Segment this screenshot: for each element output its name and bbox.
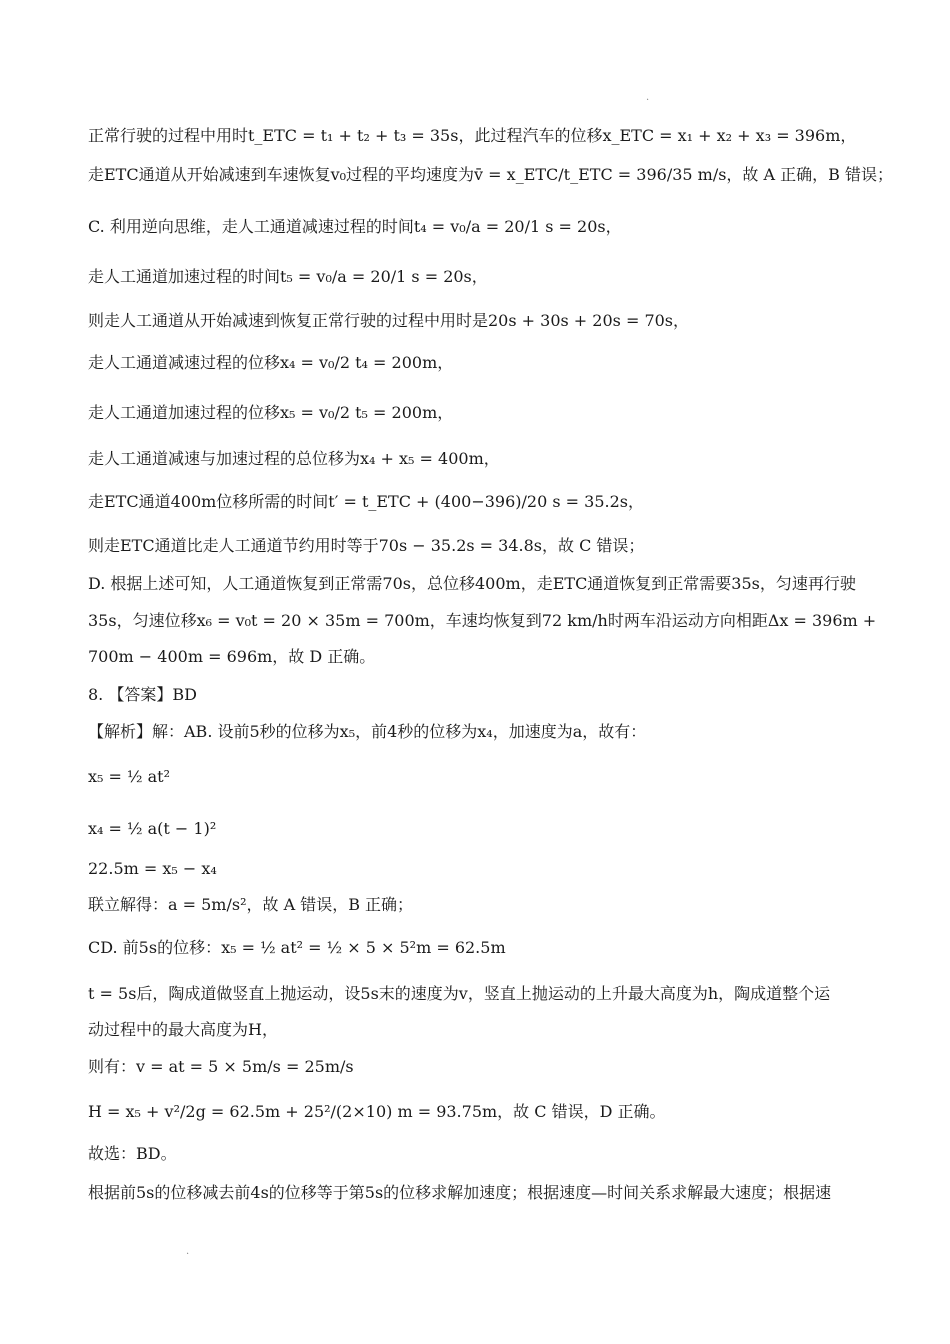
text-line: 走ETC通道400m位移所需的时间t′ = t_ETC + (400−396)/20 s = 35.2s， xyxy=(88,492,644,511)
equation-line: x₄ = ½ a(t − 1)² xyxy=(88,819,217,838)
scan-dot: . xyxy=(186,1246,190,1257)
text-line: H = x₅ + v²/2g = 62.5m + 25²/(2×10) m = 93.75m，故 C 错误，D 正确。 xyxy=(88,1102,666,1121)
text-line: CD. 前5s的位移：x₅ = ½ at² = ½ × 5 × 5²m = 62.5m xyxy=(88,938,506,957)
text-line: 35s，匀速位移x₆ = v₀t = 20 × 35m = 700m，车速均恢复到72 km/h时两车沿运动方向相距Δx = 396m + xyxy=(88,611,877,630)
text-line: C. 利用逆向思维，走人工通道减速过程的时间t₄ = v₀/a = 20/1 s = 20s， xyxy=(88,217,622,236)
equation-line: 22.5m = x₅ − x₄ xyxy=(88,859,217,878)
text-line: 则有：v = at = 5 × 5m/s = 25m/s xyxy=(88,1057,354,1076)
text-line: 根据前5s的位移减去前4s的位移等于第5s的位移求解加速度；根据速度—时间关系求解最大速度；根据速 xyxy=(88,1183,832,1202)
text-line: 正常行驶的过程中用时t_ETC = t₁ + t₂ + t₃ = 35s，此过程汽车的位移x_ETC = x₁ + x₂ + x₃ = 396m， xyxy=(88,126,857,145)
text-line: 700m − 400m = 696m，故 D 正确。 xyxy=(88,647,376,666)
text-line: 走人工通道减速与加速过程的总位移为x₄ + x₅ = 400m， xyxy=(88,449,500,468)
text-line: 则走人工通道从开始减速到恢复正常行驶的过程中用时是20s + 30s + 20s = 70s， xyxy=(88,311,690,330)
scan-dot: . xyxy=(646,92,650,103)
text-line: 走人工通道加速过程的时间t₅ = v₀/a = 20/1 s = 20s， xyxy=(88,267,488,286)
text-line: 则走ETC通道比走人工通道节约用时等于70s − 35.2s = 34.8s，故 C 错误； xyxy=(88,536,645,555)
text-line: 走人工通道加速过程的位移x₅ = v₀/2 t₅ = 200m， xyxy=(88,403,454,422)
text-line: 动过程中的最大高度为H， xyxy=(88,1020,278,1039)
equation-line: x₅ = ½ at² xyxy=(88,767,170,786)
section-heading: 8. 【答案】BD xyxy=(88,685,197,704)
text-line: 故选：BD。 xyxy=(88,1144,177,1163)
text-line: 走人工通道减速过程的位移x₄ = v₀/2 t₄ = 200m， xyxy=(88,353,454,372)
text-line: D. 根据上述可知，人工通道恢复到正常需70s，总位移400m，走ETC通道恢复到正常需要35s，匀速再行驶 xyxy=(88,574,856,593)
text-line: t = 5s后，陶成道做竖直上抛运动，设5s末的速度为v，竖直上抛运动的上升最大高度为h，陶成道整个运 xyxy=(88,984,831,1003)
text-line: 联立解得：a = 5m/s²，故 A 错误，B 正确； xyxy=(88,895,414,914)
text-line: 【解析】解：AB. 设前5秒的位移为x₅，前4秒的位移为x₄，加速度为a，故有： xyxy=(88,722,647,741)
text-line: 走ETC通道从开始减速到车速恢复v₀过程的平均速度为v̄ = x_ETC/t_ETC = 396/35 m/s，故 A 正确，B 错误； xyxy=(88,165,893,184)
